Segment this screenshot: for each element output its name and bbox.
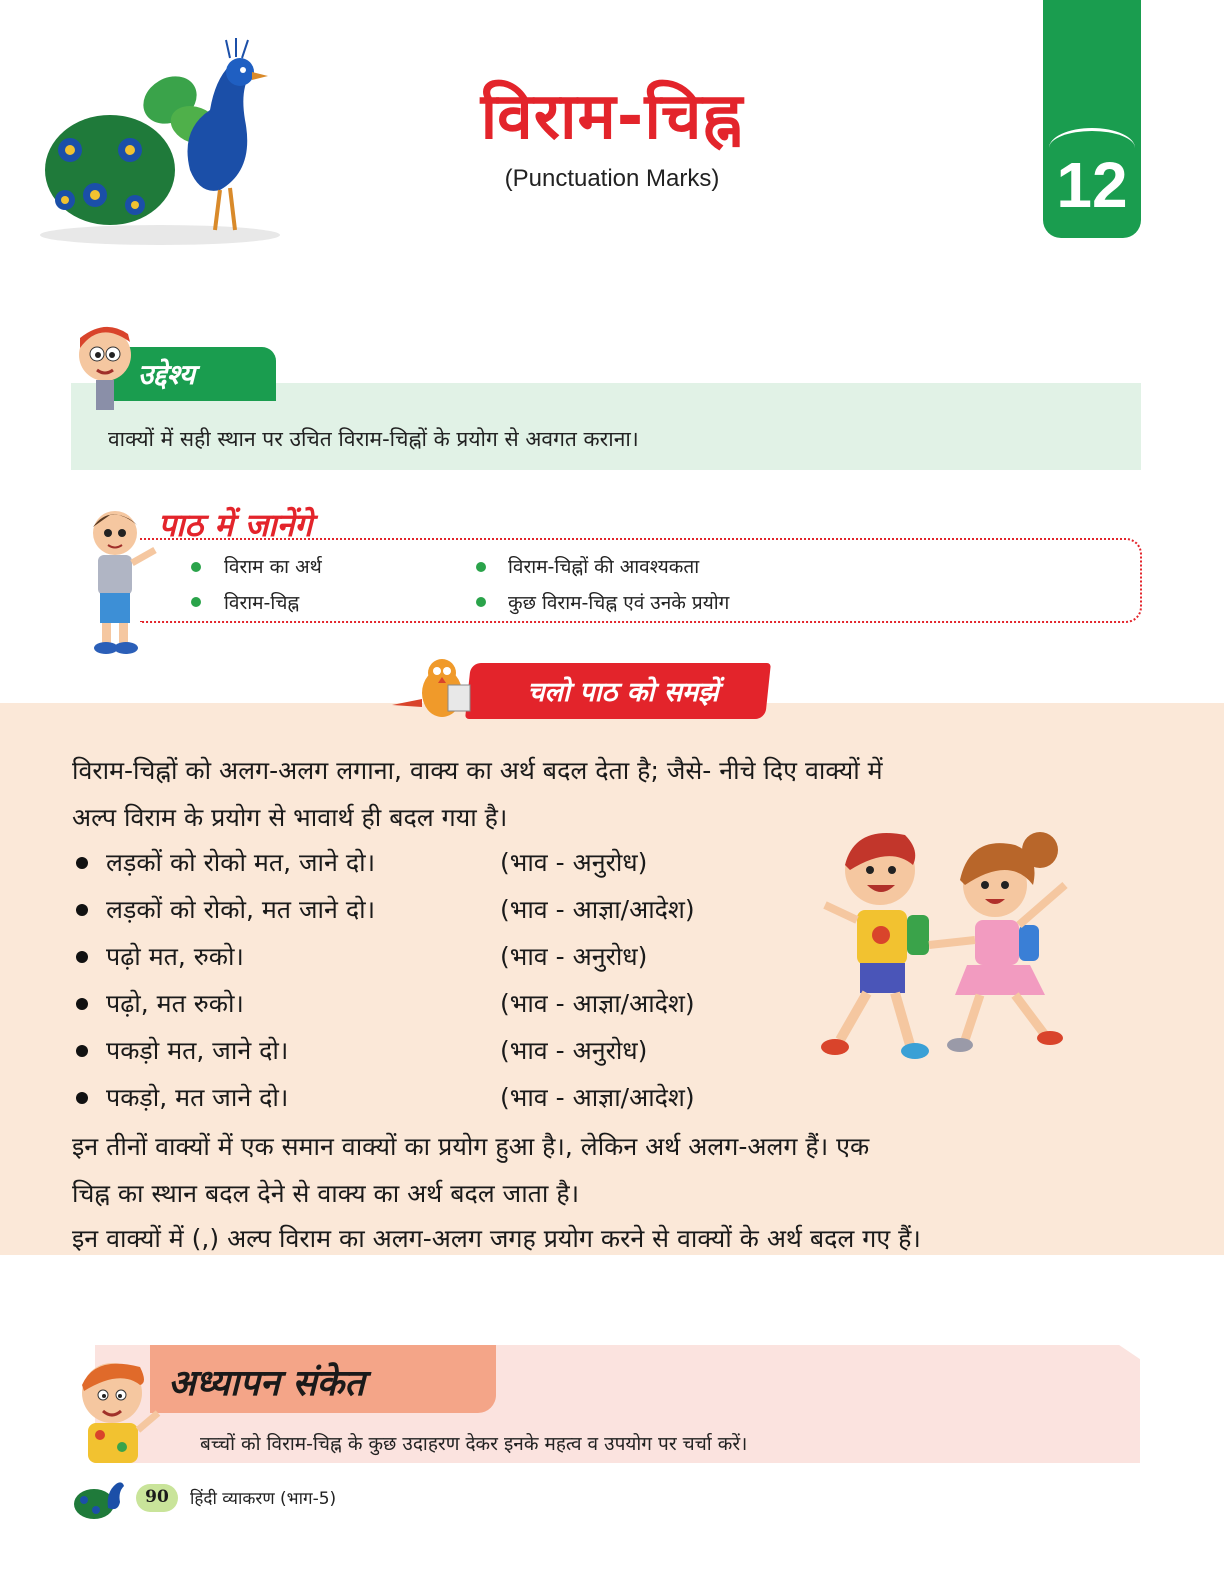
bullet-dot	[76, 857, 88, 869]
bullet-dot	[76, 1045, 88, 1057]
example-meaning: (भाव - आज्ञा/आदेश)	[500, 989, 695, 1018]
outro-line: इन वाक्यों में (,) अल्प विराम का अलग-अलग जगह प्रयोग करने से वाक्यों के अर्थ बदल गए हैं।	[72, 1224, 921, 1253]
example-meaning: (भाव - अनुरोध)	[500, 942, 648, 971]
learn-section-title: पाठ में जानेंगे	[158, 506, 313, 544]
intro-line: विराम-चिह्नों को अलग-अलग लगाना, वाक्य का अर्थ बदल देता है; जैसे- नीचे दिए वाक्यों में	[72, 756, 883, 785]
example-meaning: (भाव - अनुरोध)	[500, 1036, 648, 1065]
example-sentence: पकड़ो, मत जाने दो।	[106, 1083, 289, 1112]
outro-line: इन तीनों वाक्यों में एक समान वाक्यों का प्रयोग हुआ है।, लेकिन अर्थ अलग-अलग हैं। एक	[72, 1132, 870, 1161]
objective-label: उद्देश्य	[112, 347, 276, 401]
bullet-dot	[76, 904, 88, 916]
example-sentence: पकड़ो मत, जाने दो।	[106, 1036, 289, 1065]
objective-text: वाक्यों में सही स्थान पर उचित विराम-चिह्नों के प्रयोग से अवगत कराना।	[108, 427, 639, 451]
understand-banner-title: चलो पाठ को समझें	[527, 677, 719, 708]
walking-kids-illustration	[795, 825, 1095, 1075]
chapter-subtitle: (Punctuation Marks)	[504, 165, 720, 192]
chapter-number: 12	[1056, 149, 1128, 221]
learn-item: विराम-चिह्न	[224, 592, 300, 614]
waving-boy-illustration	[70, 1355, 162, 1465]
teaching-hint-text: बच्चों को विराम-चिह्न के कुछ उदाहरण देकर इनके महत्व व उपयोग पर चर्चा करें।	[200, 1433, 748, 1455]
teaching-hint-title: अध्यापन संकेत	[168, 1363, 365, 1404]
bullet-dot	[76, 951, 88, 963]
chapter-title: विराम-चिह्न	[480, 80, 744, 154]
book-title: हिंदी व्याकरण (भाग-5)	[190, 1489, 337, 1509]
peacock-icon	[72, 1472, 132, 1522]
bullet-dot	[191, 597, 201, 607]
example-meaning: (भाव - आज्ञा/आदेश)	[500, 1083, 695, 1112]
boy-mascot-icon	[70, 320, 140, 415]
reading-bird-illustration	[392, 655, 472, 723]
outro-line: चिह्न का स्थान बदल देने से वाक्य का अर्थ बदल जाता है।	[72, 1179, 580, 1208]
example-sentence: पढ़ो मत, रुको।	[106, 942, 244, 971]
example-meaning: (भाव - अनुरोध)	[500, 848, 648, 877]
bullet-dot	[476, 562, 486, 572]
bullet-dot	[76, 998, 88, 1010]
page-number: 90	[136, 1484, 178, 1512]
example-sentence: लड़कों को रोको मत, जाने दो।	[106, 848, 376, 877]
chapter-number-tab	[1043, 0, 1141, 238]
example-sentence: पढ़ो, मत रुको।	[106, 989, 244, 1018]
example-meaning: (भाव - आज्ञा/आदेश)	[500, 895, 695, 924]
learn-item: विराम-चिह्नों की आवश्यकता	[508, 556, 700, 578]
example-sentence: लड़कों को रोको, मत जाने दो।	[106, 895, 376, 924]
bullet-dot	[76, 1092, 88, 1104]
bullet-dot	[191, 562, 201, 572]
bullet-dot	[476, 597, 486, 607]
intro-line: अल्प विराम के प्रयोग से भावार्थ ही बदल गया है।	[72, 803, 508, 832]
learn-item: कुछ विराम-चिह्न एवं उनके प्रयोग	[508, 592, 730, 614]
learn-item: विराम का अर्थ	[224, 556, 322, 578]
